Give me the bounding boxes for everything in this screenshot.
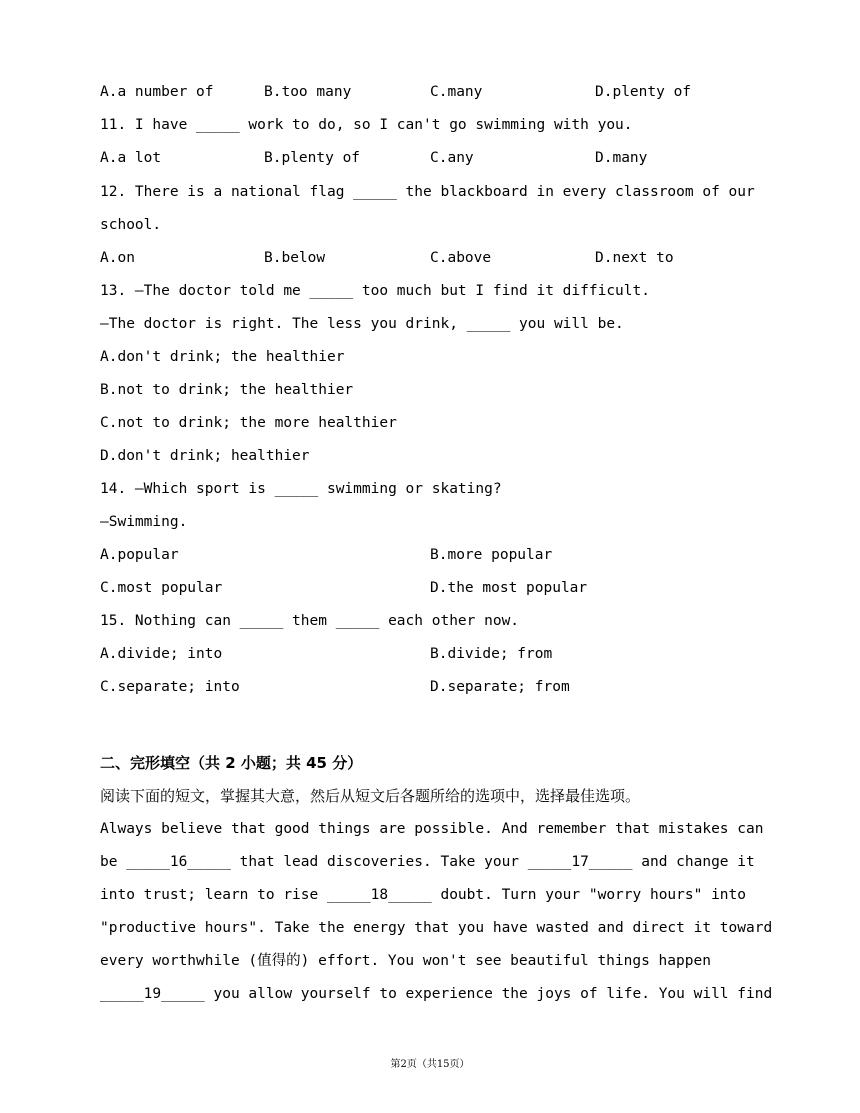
q13-stem-line1: 13. —The doctor told me _____ too much but I find it difficult.: [100, 283, 650, 299]
q11-option-a: A.a lot: [100, 150, 162, 166]
section2-heading: 二、完形填空（共 2 小题；共 45 分）: [100, 754, 363, 772]
q15-option-d: D.separate; from: [430, 679, 570, 695]
q14-stem-line1: 14. —Which sport is _____ swimming or skating?: [100, 481, 502, 497]
q13-stem-line2: —The doctor is right. The less you drink, _____ you will be.: [100, 316, 624, 332]
q12-option-d: D.next to: [595, 250, 674, 266]
q10-option-d: D.plenty of: [595, 84, 692, 100]
q11-option-d: D.many: [595, 150, 648, 166]
passage-line-3: into trust; learn to rise _____18_____ doubt. Turn your "worry hours" into: [100, 887, 747, 903]
q10-option-a: A.a number of: [100, 84, 214, 100]
q14-option-c: C.most popular: [100, 580, 223, 596]
q14-option-a: A.popular: [100, 547, 179, 563]
q11-option-b: B.plenty of: [264, 150, 361, 166]
q12-stem-line2: school.: [100, 217, 162, 233]
q14-stem-line2: —Swimming.: [100, 514, 188, 530]
q12-option-c: C.above: [430, 250, 492, 266]
q15-stem: 15. Nothing can _____ them _____ each other now.: [100, 613, 520, 629]
passage-line-1: Always believe that good things are possible. And remember that mistakes can: [100, 821, 764, 837]
q10-option-b: B.too many: [264, 84, 352, 100]
passage-line-2: be _____16_____ that lead discoveries. Take your _____17_____ and change it: [100, 854, 755, 870]
q15-option-b: B.divide; from: [430, 646, 553, 662]
passage-line-5: every worthwhile (值得的) effort. You won't see beautiful things happen: [100, 953, 711, 969]
page-footer: 第2页（共15页）: [390, 1059, 470, 1070]
passage-line-6: _____19_____ you allow yourself to experience the joys of life. You will find: [100, 986, 773, 1002]
passage-line-4: "productive hours". Take the energy that you have wasted and direct it toward: [100, 920, 773, 936]
q15-option-a: A.divide; into: [100, 646, 223, 662]
q12-stem-line1: 12. There is a national flag _____ the blackboard in every classroom of our: [100, 184, 755, 200]
q14-option-b: B.more popular: [430, 547, 553, 563]
q14-option-d: D.the most popular: [430, 580, 588, 596]
q15-option-c: C.separate; into: [100, 679, 240, 695]
q12-option-a: A.on: [100, 250, 135, 266]
section2-instruction: 阅读下面的短文，掌握其大意，然后从短文后各题所给的选项中，选择最佳选项。: [100, 787, 641, 805]
q12-option-b: B.below: [264, 250, 326, 266]
q13-option-a: A.don't drink; the healthier: [100, 349, 345, 365]
q13-option-b: B.not to drink; the healthier: [100, 382, 354, 398]
q11-option-c: C.any: [430, 150, 474, 166]
q11-stem: 11. I have _____ work to do, so I can't go swimming with you.: [100, 117, 633, 133]
q13-option-d: D.don't drink; healthier: [100, 448, 310, 464]
q10-option-c: C.many: [430, 84, 483, 100]
q13-option-c: C.not to drink; the more healthier: [100, 415, 397, 431]
